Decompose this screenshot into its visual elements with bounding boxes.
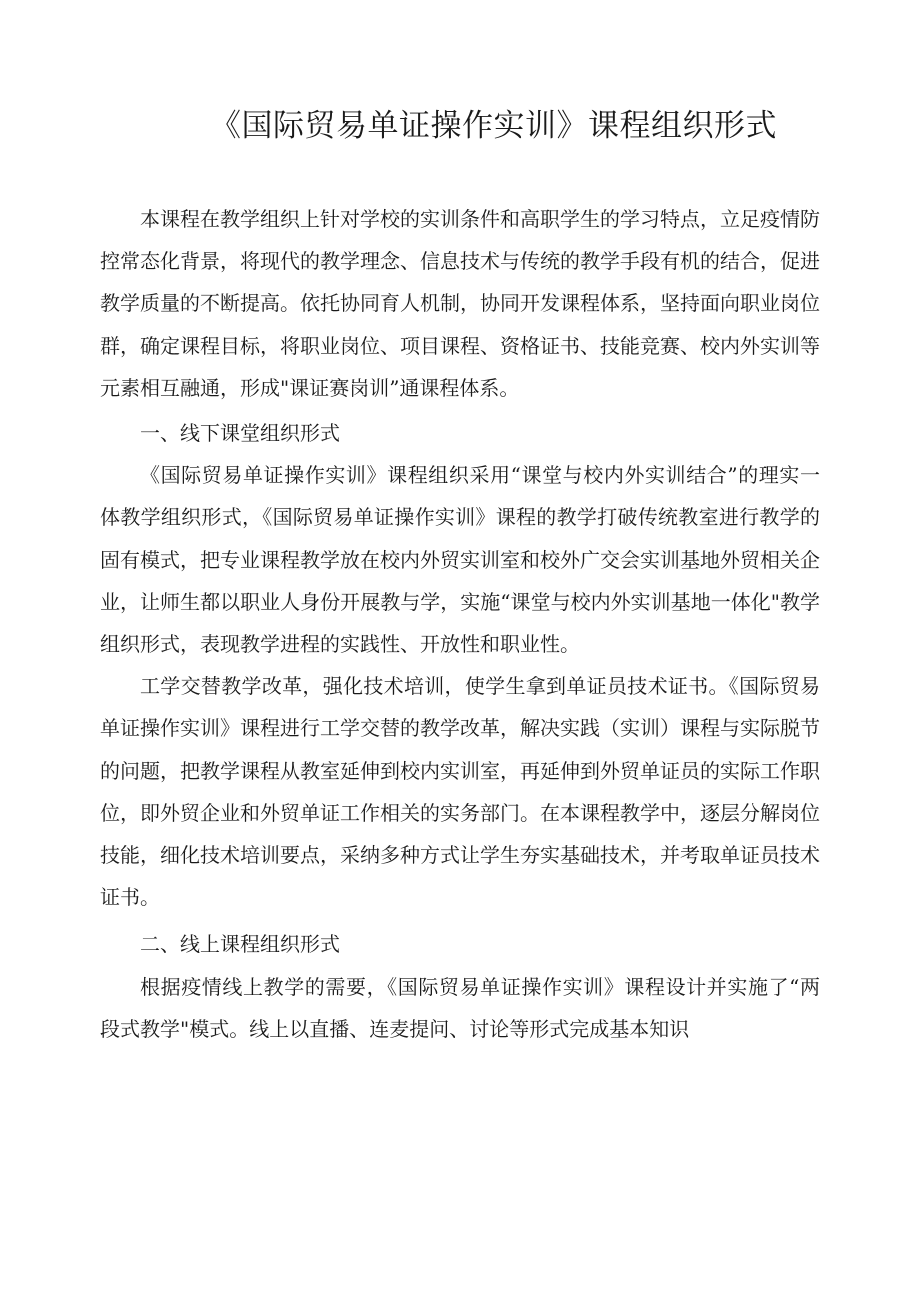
document-title: 《国际贸易单证操作实训》课程组织形式 bbox=[210, 108, 777, 144]
section-1-paragraph-2: 工学交替教学改革，强化技术培训，使学生拿到单证员技术证书。《国际贸易单证操作实训》课程进行工学交替的教学改革，解决实践（实训）课程与实际脱节的问题，把教学课程从教室延伸到校内实训室，再延伸到外贸单证员的实际工作职位，即外贸企业和外贸单证工作相关的实务部门。在本课程教学中，逐层分解岗位技能，细化技术培训要点，采纳多种方式让学生夯实基础技术，并考取单证员技术证书。 bbox=[100, 674, 820, 910]
intro-paragraph: 本课程在教学组织上针对学校的实训条件和高职学生的学习特点，立足疫情防控常态化背景，将现代的教学理念、信息技术与传统的教学手段有机的结合，促进教学质量的不断提高。依托协同育人机制，协同开发课程体系，坚持面向职业岗位群，确定课程目标，将职业岗位、项目课程、资格证书、技能竞赛、校内外实训等元素相互融通，形成"课证赛岗训”通课程体系。 bbox=[100, 207, 820, 400]
section-2-heading: 二、线上课程组织形式 bbox=[140, 932, 340, 957]
section-1-paragraph-1: 《国际贸易单证操作实训》课程组织采用“课堂与校内外实训结合”的理实一体教学组织形式，《国际贸易单证操作实训》课程的教学打破传统教室进行教学的固有模式，把专业课程教学放在校内外贸实训室和校外广交会实训基地外贸相关企业，让师生都以职业人身份开展教与学，实施“课堂与校内外实训基地一体化"教学组织形式，表现教学进程的实践性、开放性和职业性。 bbox=[100, 463, 820, 657]
document-body bbox=[100, 198, 820, 1050]
section-2-paragraph-1: 根据疫情线上教学的需要，《国际贸易单证操作实训》课程设计并实施了“两段式教学"模式。线上以直播、连麦提问、讨论等形式完成基本知识 bbox=[100, 974, 820, 1041]
section-1-heading: 一、线下课堂组织形式 bbox=[140, 421, 340, 446]
